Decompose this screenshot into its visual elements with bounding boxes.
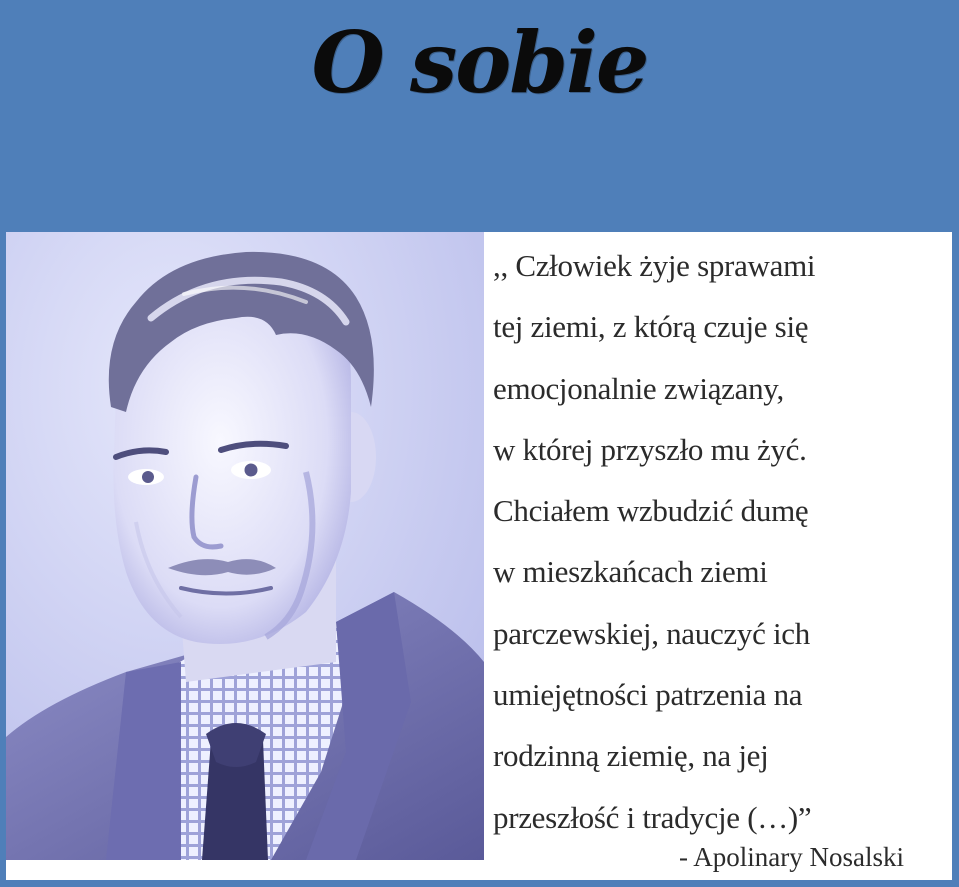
quote-line: ,, Człowiek żyje sprawami bbox=[493, 248, 816, 283]
quote-line: w której przyszło mu żyć. bbox=[493, 431, 807, 467]
quote-line: emocjonalnie związany, bbox=[493, 370, 784, 406]
portrait-photo bbox=[6, 232, 484, 860]
quote-line: parczewskiej, nauczyć ich bbox=[493, 615, 810, 651]
right-pupil bbox=[245, 464, 258, 477]
quote-line: Chciałem wzbudzić dumę bbox=[493, 493, 809, 529]
quote-line: przeszłość i tradycje (…)” bbox=[493, 799, 812, 835]
quote-line: tej ziemi, z którą czuje się bbox=[493, 309, 809, 345]
quote-line: rodzinną ziemię, na jej bbox=[493, 738, 769, 774]
left-pupil bbox=[142, 471, 154, 483]
quote-author: - Apolinary Nosalski bbox=[679, 842, 904, 872]
page-title: O sobie bbox=[311, 13, 648, 112]
quote-line: w mieszkańcach ziemi bbox=[493, 554, 768, 590]
quote-panel bbox=[6, 232, 952, 880]
quote-text bbox=[493, 235, 933, 848]
quote-line: umiejętności patrzenia na bbox=[493, 677, 803, 713]
portrait-illustration bbox=[6, 232, 484, 860]
